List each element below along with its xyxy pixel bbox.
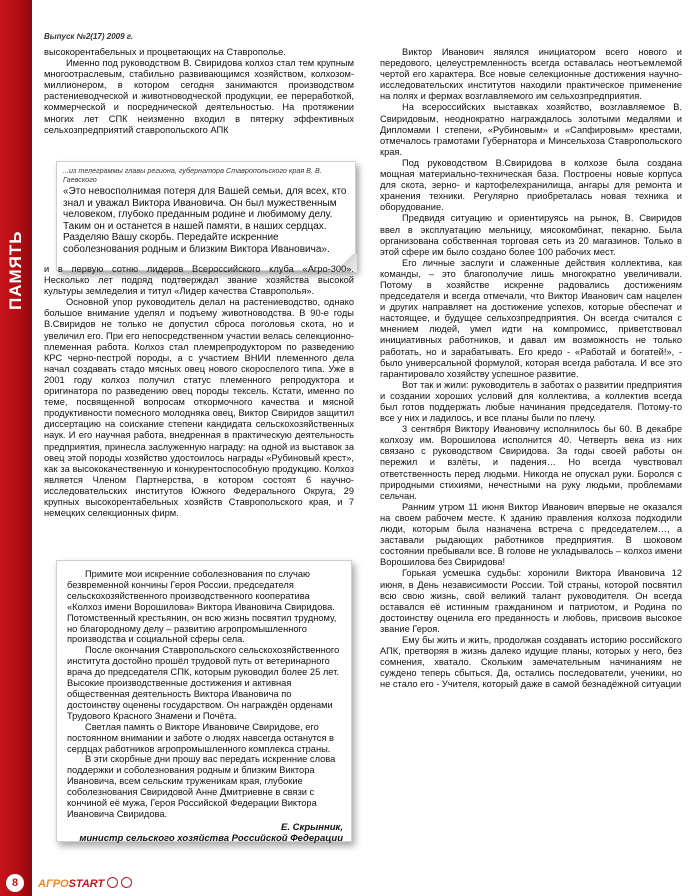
- issue-line: Выпуск №2(17) 2009 г.: [44, 32, 134, 41]
- paragraph: Горькая усмешка судьбы: хоронили Виктора Ивановича 12 июня, в День независимости России. Той страны, которой посвятил всю свою жизнь, свой великий талант руководителя. Он всегда оставался её истинным гражданином и патриотом, и Родина по достоинству оценила его преданность и любовь, присвоив высокое звание Героя.: [380, 568, 682, 634]
- paragraph: Светлая память о Викторе Ивановиче Свиридове, его постоянном внимании и заботе о людях навсегда останутся в сердцах работников агропромышленного комплекса страны.: [67, 721, 334, 754]
- paragraph: и в первую сотню лидеров Всероссийского клуба «Агро-300». Несколько лет подряд подтверждал звание хозяйства высокой культуры земледелия и титул «Лидер качества Ставрополья».: [44, 264, 354, 297]
- paragraph: На всероссийских выставках хозяйство, возглавляемое В. Свиридовым, неоднократно награждалось золотыми медалями и Дипломами I степени, «Рубиновым» и «Сапфировым» крестами, отмечалось грамотами Губернатора и Минсельхоза Ставропольского края.: [380, 102, 682, 157]
- paragraph: Виктор Иванович являлся инициатором всего нового и передового, целеустремленность всегда оставалась неотъемлемой чертой его характера. Все новые селекционные достижения научно-исследовательских институтов находили практическое применение на полях и фермах возглавляемого им сельхозпредприятия.: [380, 47, 682, 102]
- paragraph: Именно под руководством В. Свиридова колхоз стал тем крупным многоотраслевым, стабильно развивающимся хозяйством, колхозом-миллионером, в котором сегодня занимаются производством растениеводческой и животноводческой продукции, ее переработкой, коммерческой и посреднической деятельностью. На протяжении многих лет СПК неизменно входил в пятерку эффективных сельхозпредприятий ставропольского АПК: [44, 58, 354, 135]
- paragraph: В эти скорбные дни прошу вас передать искренние слова поддержки и соболезнования родным и близким Виктора Ивановича, всем сельским труженикам края, глубокие соболезнования Свиридовой Анне Дмитриевне в связи с кончиной её мужа, Героя Российской Федерации Виктора Ивановича Свиридова.: [67, 754, 336, 819]
- paragraph: Ранним утром 11 июня Виктор Иванович впервые не оказался на своем рабочем месте. К зданию правления колхоза подходили люди, которым была назначена встреча с председателем…, а заставали рыдающих работников предприятия. В шоковом состоянии пребывали все. В голове не укладывалось – колхоз имени Ворошилова без Свиридова!: [380, 501, 682, 568]
- paragraph: Примите мои искренние соболезнования по случаю безвременной кончины Героя России, председателя сельскохозяйственного производственного кооператива «Колхоз имени Ворошилова» Виктора Ивановича Свиридова. Потомственный крестьянин, он всю жизнь посвятил трудному, но благородному делу – развитию агропромышленного производства и социальной сферы села.: [67, 569, 337, 645]
- paragraph: 3 сентября Виктору Ивановичу исполнилось бы 60. В декабре колхозу им. Ворошилова исполнится 40. Четверть века из них связано с руководством Свиридова. За годы своей работы он пережил и взлёты, и падения… Но всегда чувствовал ответственность перед людьми. Никогда не опускал руки. Боролся с природными стихиями, нечестными на руку людьми, проблемами сельчан.: [380, 424, 682, 501]
- paragraph: Основной упор руководитель делал на растениеводство, однако большое внимание уделял и подъему животноводства. В 90-е годы В.Свиридов не только не допустил сброса поголовья скота, но и увеличил его. При его непосредственном участии велась селекционно-племенная работа. Колхоз стал племрепродуктором по разведению КРС черно-пестрой породы, а с участием ВНИИ племенного дела начал создавать стадо мясных овец нового скороспелого типа. Уже в 2001 году колхоз получил статус племенного репродуктора и оригинатора по разведению овец породы тексель. Кстати, именно по теме, посвященной вопросам откормочного качества и мясной продуктивности помесного молодняка овец, Виктор Свиридов защитил диссертацию на соискание степени кандидата сельскохозяйственных наук. И его научная работа, внедренная в практическую деятельность предприятия, принесла заслуженную награду: на одной из выставок за овец этой породы хозяйство удостоилось награды «Рубиновый крест», как за высококачественную и конкурентоспособную продукцию. Колхоз является Членом Партнерства, в котором состоят 6 научно-исследовательских институтов Южного Федерального Округа, 29 крупных высокорентабельных хозяйств Ставропольского края, и 7 немецких селекционных фирм.: [44, 297, 354, 519]
- signature-name: Е. Скрынник,: [281, 821, 343, 833]
- signature-role: министр сельского хозяйства Российской Федерации: [79, 832, 343, 844]
- right-column: [380, 47, 682, 690]
- page-number: 8: [6, 874, 24, 892]
- section-label: ПАМЯТЬ: [6, 230, 25, 310]
- page-footer: [0, 870, 700, 896]
- brand-logo: [38, 877, 132, 890]
- quote-text: «Это невосполнимая потеря для Вашей семьи, для всех, кто знал и уважал Виктора Ивановича. Он был мужественным человеком, глубоко преданным родине и любимому делу. Таким он и останется в нашей памяти, в наших сердцах. Разделяю Вашу скорбь. Передайте искренние соболезнования родным и близким Виктора Ивановича».: [63, 186, 347, 255]
- minister-condolence-box: [56, 560, 352, 842]
- paragraph: высокорентабельных и процветающих на Ставрополье.: [44, 47, 286, 57]
- paragraph: Ему бы жить и жить, продолжая создавать историю российского АПК, претворяя в жизнь далеко идущие планы, которых у него, без сомнения, хватало. Скольким замечательным начинаниям не суждено теперь сбыться. Да, остались последователи, ученики, но не стало его - Учителя, который даже в самой безнадёжной ситуации: [380, 634, 682, 690]
- circle-logo-icon: [121, 877, 132, 888]
- paragraph: Вот так и жили: руководитель в заботах о развитии предприятия и создании хороших условий для коллектива, а коллектив всегда был готов поддержать любые начинания председателя. Потому-то все у них и ладилось, и все планы были по плечу.: [380, 379, 682, 424]
- governor-quote-box: [56, 161, 356, 271]
- left-column-middle: [44, 264, 354, 519]
- paragraph: Его личные заслуги и слаженные действия коллектива, как команды, – это благополучие лишь многократно увеличивали. Потому в хозяйстве искренне радовались достижениям председателя и всегда отмечали, что Виктор Иванович сам нацелен и других направляет на достижение успехов, которые обеспечат и настоящее, и будущее сельхозпредприятия. Он всегда считался с мнением людей, умел идти на компромисс, приветствовал инициативных работников, и давал им возможность не только работать, но и зарабатывать. Его кредо - «Работай и богатей!», - было универсальной формулой, которая всегда работала. И все это гарантировало хозяйству успешное развитие.: [380, 257, 682, 379]
- section-sidebar: [0, 0, 32, 896]
- paragraph: Предвидя ситуацию и ориентируясь на рынок, В. Свиридов ввел в эксплуатацию мельницу, мясокомбинат, пекарню. Была организована собственная торговая сеть из 20 магазинов. Только в этой сфере им было создано более 100 рабочих мест.: [380, 213, 682, 257]
- brand-part-agro: АГРО: [38, 878, 69, 890]
- quote-source: ...из телеграммы главы региона, губернатора Ставропольского края В. В. Гаевского: [63, 166, 322, 184]
- paragraph: После окончания Ставропольского сельскохозяйственного института достойно прошёл трудовой путь от ветеринарного врача до председателя СПК, которым руководил более 25 лет. Высокие производственные достижения и активная общественная деятельность Виктора Ивановича по достоинству оценены государством. Он награждён орденами Трудового Красного Знамени и Почёта.: [67, 645, 340, 721]
- brand-part-start: START: [68, 878, 105, 890]
- left-column-top: [44, 47, 354, 136]
- paragraph: Под руководством В.Свиридова в колхозе была создана мощная материально-техническая база. Построены новые корпуса для скота, зерно- и картофелехранилища, ангары для ремонта и хранения техники. Регулярно приобреталась новая техника и оборудование.: [380, 157, 682, 213]
- registered-mark-icon: [107, 877, 118, 888]
